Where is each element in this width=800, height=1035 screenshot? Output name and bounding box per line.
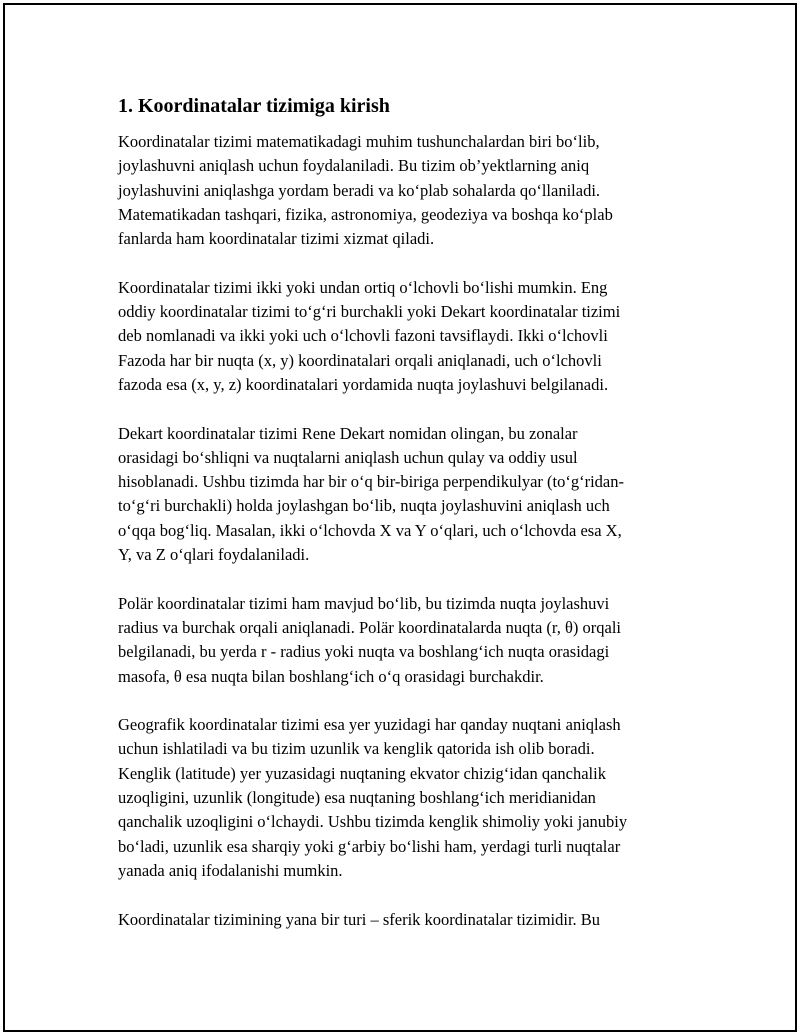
text-line: deb nomlanadi va ikki yoki uch o‘lchovli fazoni tavsiflaydi. Ikki o‘lchovli [118,326,608,346]
paragraph-1 [118,130,684,251]
text-line: oddiy koordinatalar tizimi to‘g‘ri burchakli yoki Dekart koordinatalar tizimi [118,302,621,322]
text-line: Y, va Z o‘qlari foydalaniladi. [118,545,310,565]
paragraph-4 [118,592,684,689]
text-line: Koordinatalar tizimi ikki yoki undan ortiq o‘lchovli bo‘lishi mumkin. Eng [118,277,608,297]
document-body [118,92,684,956]
text-line: Koordinatalar tizimi matematikadagi muhim tushunchalardan biri bo‘lib, [118,132,600,151]
text-line: Matematikadan tashqari, fizika, astronomiya, geodeziya va boshqa ko‘plab [118,204,613,224]
text-line: fanlarda ham koordinatalar tizimi xizmat qiladi. [118,229,435,249]
text-line: uzoqligini, uzunlik (longitude) esa nuqtaning boshlang‘ich meridianidan [118,788,596,808]
text-line: radius va burchak orqali aniqlanadi. Polär koordinatalarda nuqta (r, θ) orqali [118,617,621,637]
text-line: hisoblanadi. Ushbu tizimda har bir o‘q bir-biriga perpendikulyar (to‘g‘ridan- [118,472,624,492]
text-line: uchun ishlatiladi va bu tizim uzunlik va kenglik qatorida ish olib boradi. [118,739,595,759]
text-line: masofa, θ esa nuqta bilan boshlang‘ich o‘q orasidagi burchakdir. [118,666,544,686]
text-line: joylashuvni aniqlash uchun foydalaniladi. Bu tizim ob’yektlarning aniq [118,156,590,176]
section-heading: 1. Koordinatalar tizimiga kirish [118,95,390,117]
paragraph-6 [118,908,684,932]
paragraph-3 [118,422,684,568]
text-line: bo‘ladi, uzunlik esa sharqiy yoki g‘arbiy bo‘lishi ham, yerdagi turli nuqtalar [118,836,621,856]
text-line: belgilanadi, bu yerda r - radius yoki nuqta va boshlang‘ich nuqta orasidagi [118,642,610,662]
text-line: Geografik koordinatalar tizimi esa yer yuzidagi har qanday nuqtani aniqlash [118,715,621,735]
text-line: o‘qqa bog‘liq. Masalan, ikki o‘lchovda X va Y o‘qlari, uch o‘lchovda esa X, [118,520,622,540]
text-line: fazoda esa (x, y, z) koordinatalari yordamida nuqta joylashuvi belgilanadi. [118,374,609,394]
paragraph-5 [118,713,684,883]
text-line: Polär koordinatalar tizimi ham mavjud bo‘lib, bu tizimda nuqta joylashuvi [118,593,610,613]
text-line: qanchalik uzoqligini o‘lchaydi. Ushbu tizimda kenglik shimoliy yoki janubiy [118,812,628,832]
text-line: orasidagi bo‘shliqni va nuqtalarni aniqlash uchun qulay va oddiy usul [118,447,578,467]
text-line: Dekart koordinatalar tizimi Rene Dekart nomidan olingan, bu zonalar [118,423,578,443]
text-line: joylashuvini aniqlashga yordam beradi va ko‘plab sohalarda qo‘llaniladi. [118,180,601,200]
text-line: to‘g‘ri burchakli) holda joylashgan bo‘lib, nuqta joylashuvini aniqlash uch [118,496,610,516]
text-line: Koordinatalar tizimining yana bir turi – sferik koordinatalar tizimidir. Bu [118,909,601,929]
text-line: yanada aniq ifodalanishi mumkin. [118,860,343,880]
paragraph-2 [118,276,684,397]
text-line: Kenglik (latitude) yer yuzasidagi nuqtaning ekvator chizig‘idan qanchalik [118,763,606,783]
text-line: Fazoda har bir nuqta (x, y) koordinatalari orqali aniqlanadi, uch o‘lchovli [118,350,602,370]
